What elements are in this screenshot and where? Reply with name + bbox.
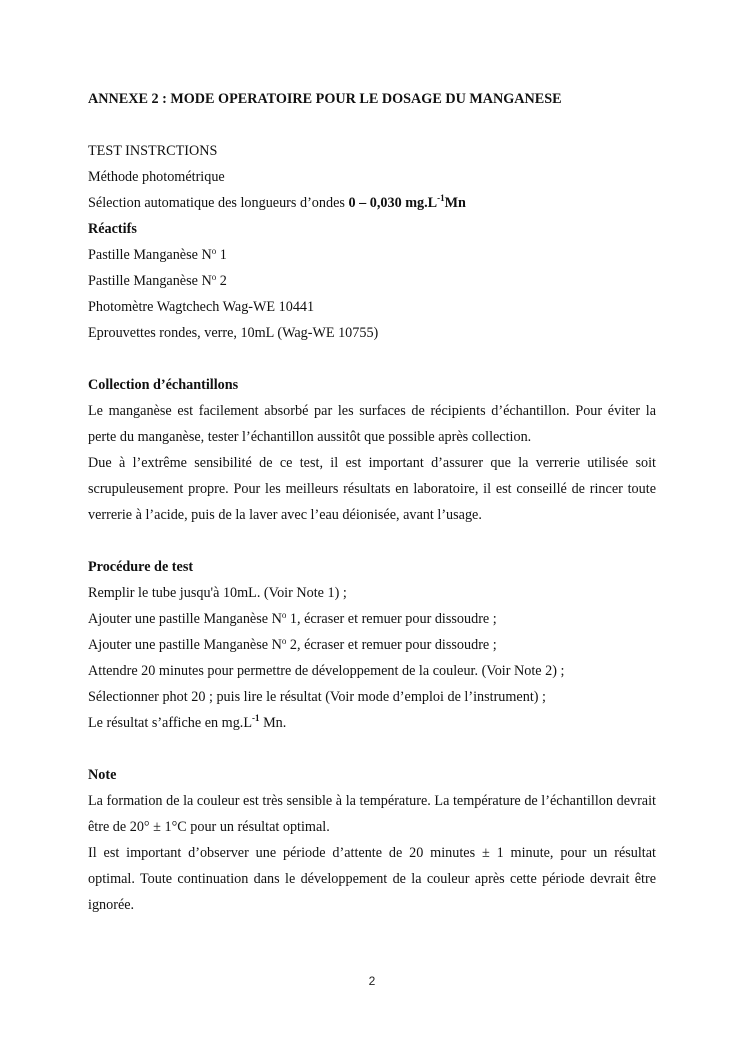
- tubes-line: Eprouvettes rondes, verre, 10mL (Wag-WE 10755): [88, 325, 379, 341]
- procedure-step-5: Sélectionner phot 20 ; puis lire le résultat (Voir mode d’emploi de l’instrument) ;: [88, 689, 546, 705]
- reagent-number-sign: o: [211, 246, 217, 256]
- collection-paragraph-1: Le manganèse est facilement absorbé par les surfaces de récipients d’échantillon. Pour éviter la perte du manganèse, tester l’échantillon aussitôt que possible après collection.: [88, 403, 656, 445]
- spacer: [88, 736, 656, 762]
- reagent-name: Pastille Manganèse N: [88, 247, 212, 263]
- document-page: [88, 86, 656, 918]
- step-text: 1, écraser et remuer pour dissoudre ;: [286, 611, 497, 627]
- procedure-step-3: [88, 632, 656, 658]
- selection-prefix: Sélection automatique des longueurs d’ondes: [88, 195, 349, 211]
- selection-unit: Mn: [444, 195, 466, 211]
- number-sign: o: [281, 610, 287, 620]
- step-text: Mn.: [259, 715, 287, 731]
- reagent-item: [88, 268, 656, 294]
- procedure-step-2: [88, 606, 656, 632]
- procedure-heading: Procédure de test: [88, 559, 194, 575]
- reagent-number: 1: [216, 247, 227, 263]
- note-heading: Note: [88, 767, 117, 783]
- selection-range: [348, 195, 465, 211]
- spacer: [88, 528, 656, 554]
- step-text: 2, écraser et remuer pour dissoudre ;: [286, 637, 497, 653]
- method-line: Méthode photométrique: [88, 169, 225, 185]
- instrument-line: Photomètre Wagtchech Wag-WE 10441: [88, 299, 315, 315]
- step-text: Le résultat s’affiche en mg.L: [88, 715, 253, 731]
- collection-heading: Collection d’échantillons: [88, 377, 239, 393]
- page-number: 2: [368, 974, 376, 988]
- procedure-step-4: Attendre 20 minutes pour permettre de développement de la couleur. (Voir Note 2) ;: [88, 663, 565, 679]
- number-sign: o: [281, 636, 287, 646]
- procedure-step-1: Remplir le tube jusqu'à 10mL. (Voir Note 1) ;: [88, 585, 347, 601]
- wavelength-selection-line: [88, 190, 656, 216]
- reagent-number-sign: o: [211, 272, 217, 282]
- spacer: [88, 346, 656, 372]
- selection-range-value: 0 – 0,030 mg.L: [348, 195, 438, 211]
- reagent-number: 2: [216, 273, 227, 289]
- procedure-step-6: [88, 710, 656, 736]
- note-paragraph-1: La formation de la couleur est très sensible à la température. La température de l’échantillon devrait être de 20° ± 1°C pour un résultat optimal.: [88, 793, 656, 835]
- unit-exponent: -1: [252, 713, 260, 723]
- page-title: ANNEXE 2 : MODE OPERATOIRE POUR LE DOSAGE DU MANGANESE: [88, 91, 562, 107]
- collection-paragraph-2: Due à l’extrême sensibilité de ce test, il est important d’assurer que la verrerie utilisée soit scrupuleusement propre. Pour les meilleurs résultats en laboratoire, il est conseillé de rincer toute verrerie à l’acide, puis de la laver avec l’eau déionisée, avant l’usage.: [88, 455, 656, 523]
- note-paragraph-2: Il est important d’observer une période d’attente de 20 minutes ± 1 minute, pour un résultat optimal. Toute continuation dans le développement de la couleur après cette période devrait être ignorée.: [88, 845, 656, 913]
- step-text: Ajouter une pastille Manganèse N: [88, 611, 282, 627]
- selection-exponent: -1: [437, 193, 445, 203]
- spacer: [88, 112, 656, 138]
- step-text: Ajouter une pastille Manganèse N: [88, 637, 282, 653]
- test-heading: TEST INSTRCTIONS: [88, 143, 218, 159]
- reagents-heading: Réactifs: [88, 221, 137, 237]
- reagent-item: [88, 242, 656, 268]
- reagent-name: Pastille Manganèse N: [88, 273, 212, 289]
